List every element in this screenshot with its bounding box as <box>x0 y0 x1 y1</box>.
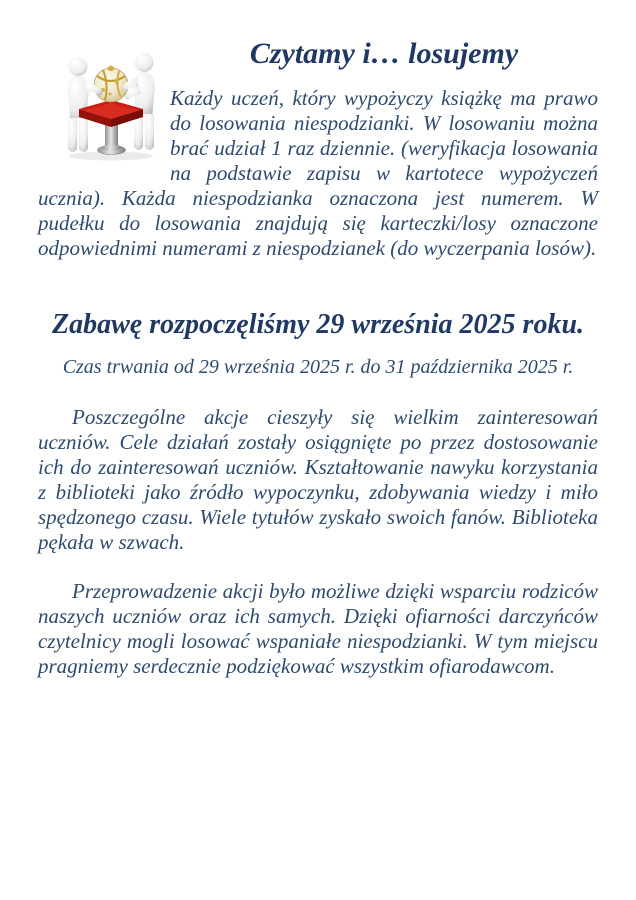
duration-line: Czas trwania od 29 września 2025 r. do 31 października 2025 r. <box>62 356 574 378</box>
left-figure <box>68 57 89 152</box>
right-figure <box>134 53 155 150</box>
gift-exchange-clipart-image <box>55 50 167 162</box>
red-table <box>79 100 143 127</box>
thanks-paragraph: Przeprowadzenie akcji było możliwe dzięki wsparciu rodziców naszych uczniów oraz ich samych. Dzięki ofiarności darczyńców czytelnicy mogli losować wspaniałe niespodzianki. W tym miejscu pragniemy serdecznie podziękować wszystkim ofiarodawcom. <box>38 579 598 678</box>
page-title: Czytamy i… losujemy <box>249 37 519 70</box>
summary-paragraph: Poszczególne akcje cieszyły się wielkim zainteresowań uczniów. Cele działań zostały osiągnięte po przez dostosowanie ich do zainteresowań uczniów. Kształtowanie nawyku korzystania z biblioteki jako źródło wypoczynku, zdobywania wiedzy i miło spędzonego czasu. Wiele tytułów zyskało swoich fanów. Biblioteka pękała w szwach. <box>38 405 598 554</box>
intro-paragraph: Każdy uczeń, który wypożyczy książkę ma prawo do losowania niespodzianki. W losowaniu można brać udział 1 raz dziennie. (weryfikacja losowania na podstawie zapisu w kartotece wypożyczeń ucznia). Każda niespodzianka oznaczona jest numerem. W pudełku do losowania znajdują się karteczki/losy oznaczone odpowiednimi numerami z niespodzianek (do wyczerpania losów). <box>38 86 598 260</box>
gift-ball <box>94 66 128 103</box>
start-date-heading: Zabawę rozpoczęliśmy 29 września 2025 roku. <box>51 309 585 340</box>
